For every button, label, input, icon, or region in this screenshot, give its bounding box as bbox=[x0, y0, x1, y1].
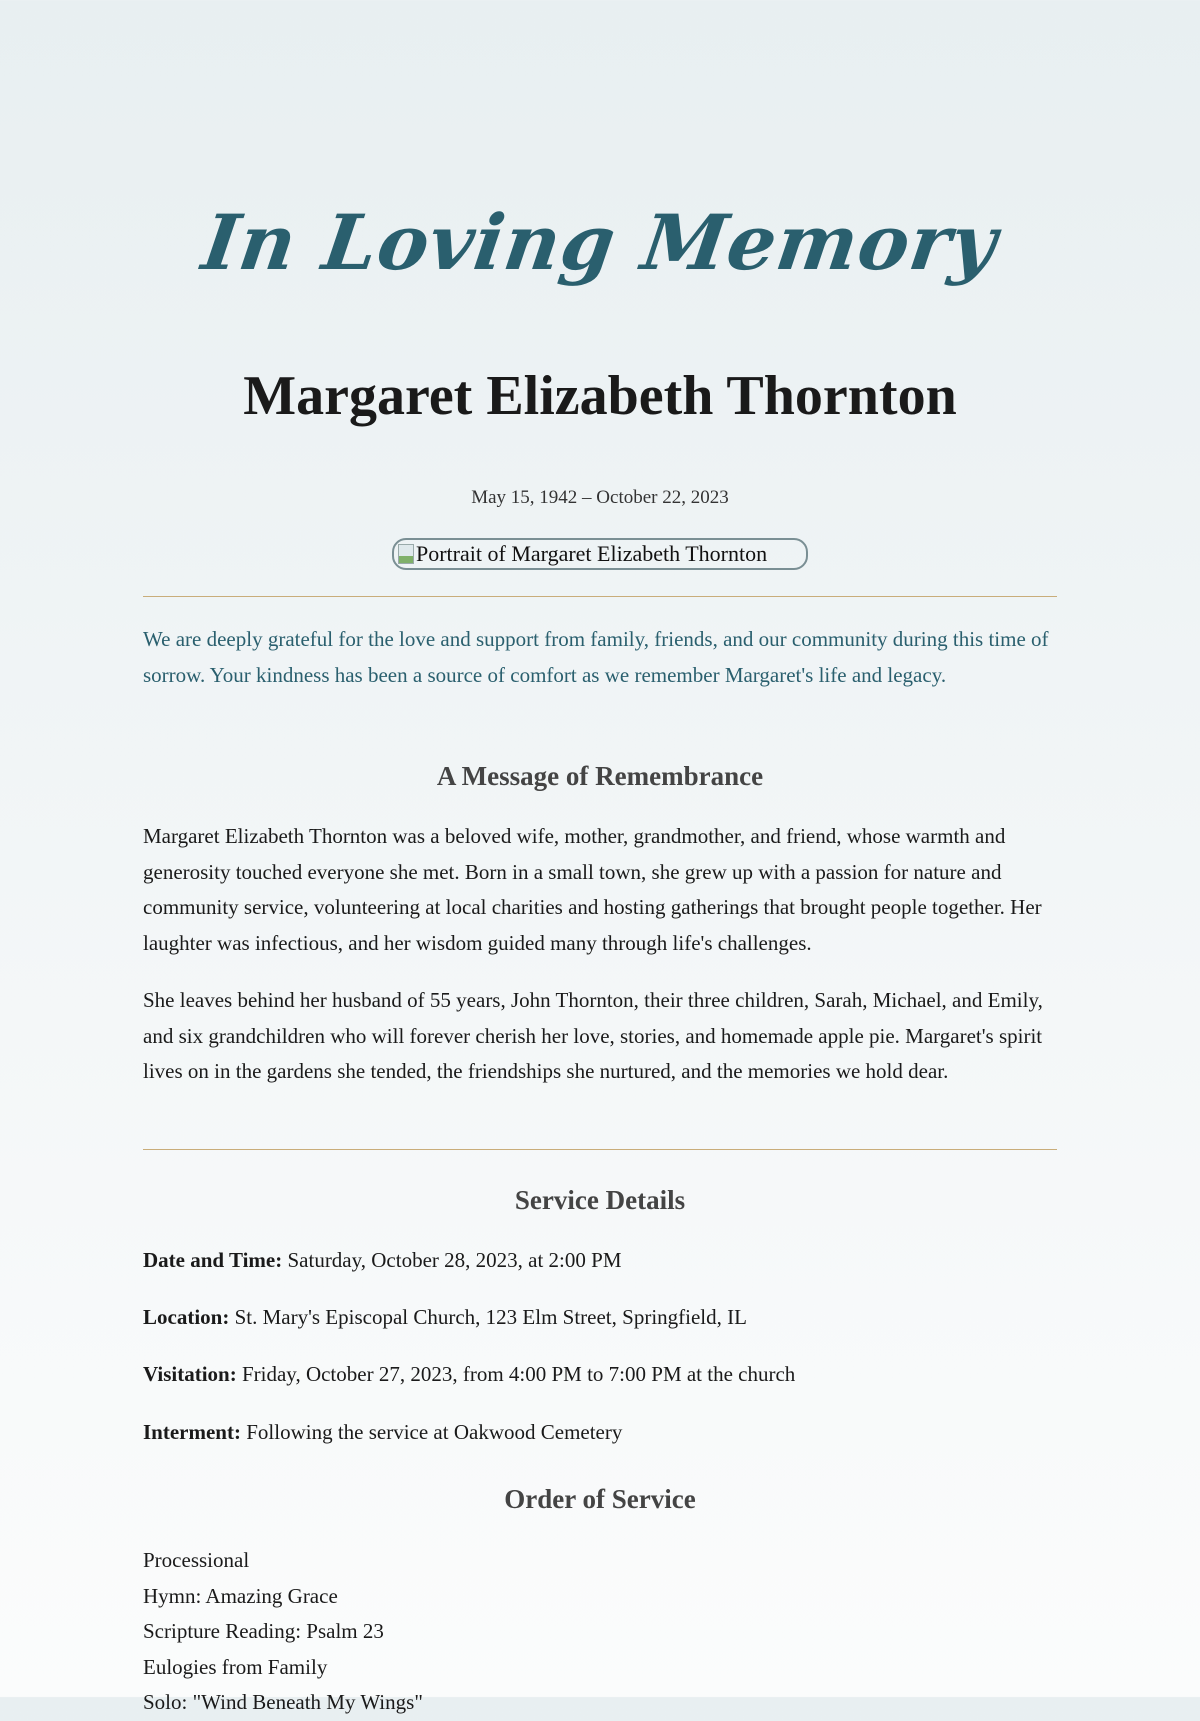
list-item: Scripture Reading: Psalm 23 bbox=[143, 1619, 384, 1643]
remembrance-paragraph: She leaves behind her husband of 55 years, John Thornton, their three children, Sarah, Michael, and Emily, and six grandchildren who will forever cherish her love, stories, and homemade apple pie. Margaret's spirit lives on in the gardens she tended, the friendships she nurtured, and the memories we hold dear. bbox=[143, 988, 1043, 1083]
detail-value: St. Mary's Episcopal Church, 123 Elm Street, Springfield, IL bbox=[234, 1305, 747, 1329]
detail-value: Friday, October 27, 2023, from 4:00 PM to 7:00 PM at the church bbox=[241, 1362, 796, 1386]
remembrance-paragraph: Margaret Elizabeth Thornton was a beloved wife, mother, grandmother, and friend, whose warmth and generosity touched everyone she met. Born in a small town, she grew up with a passion for nature and community service, volunteering at local charities and hosting gatherings that brought people together. Her laughter was infectious, and her wisdom guided many through life's challenges. bbox=[143, 824, 1042, 955]
portrait-image bbox=[392, 538, 808, 570]
detail-label: Date and Time: bbox=[143, 1248, 283, 1272]
service-visitation bbox=[143, 1360, 1057, 1388]
service-date-time bbox=[143, 1246, 1057, 1274]
gratitude-message: We are deeply grateful for the love and support from family, friends, and our community during this time of sorrow. Your kindness has been a source of comfort as we remember Margaret's life and legacy. bbox=[143, 627, 1049, 687]
deceased-name: Margaret Elizabeth Thornton bbox=[243, 365, 957, 427]
order-of-service-list bbox=[143, 1543, 1057, 1721]
list-item: Solo: "Wind Beneath My Wings" bbox=[143, 1690, 423, 1714]
broken-image-icon bbox=[398, 544, 414, 564]
list-item: Eulogies from Family bbox=[143, 1654, 328, 1679]
detail-label: Location: bbox=[143, 1305, 230, 1329]
list-item: Processional bbox=[143, 1548, 250, 1572]
divider bbox=[143, 596, 1057, 597]
order-heading: Order of Service bbox=[504, 1484, 696, 1514]
detail-label: Visitation: bbox=[143, 1362, 237, 1386]
service-heading: Service Details bbox=[514, 1185, 686, 1215]
memory-title: In Loving Memory bbox=[197, 198, 1003, 287]
detail-value: Saturday, October 28, 2023, at 2:00 PM bbox=[287, 1248, 622, 1272]
divider bbox=[143, 1149, 1057, 1150]
service-interment bbox=[143, 1418, 1057, 1446]
detail-value: Following the service at Oakwood Cemetery bbox=[246, 1420, 623, 1444]
portrait-alt-text: Portrait of Margaret Elizabeth Thornton bbox=[416, 541, 768, 566]
life-dates: May 15, 1942 – October 22, 2023 bbox=[471, 487, 729, 508]
detail-label: Interment: bbox=[143, 1420, 241, 1444]
remembrance-heading: A Message of Remembrance bbox=[436, 761, 764, 791]
list-item: Hymn: Amazing Grace bbox=[143, 1583, 338, 1608]
service-location bbox=[143, 1303, 1057, 1331]
